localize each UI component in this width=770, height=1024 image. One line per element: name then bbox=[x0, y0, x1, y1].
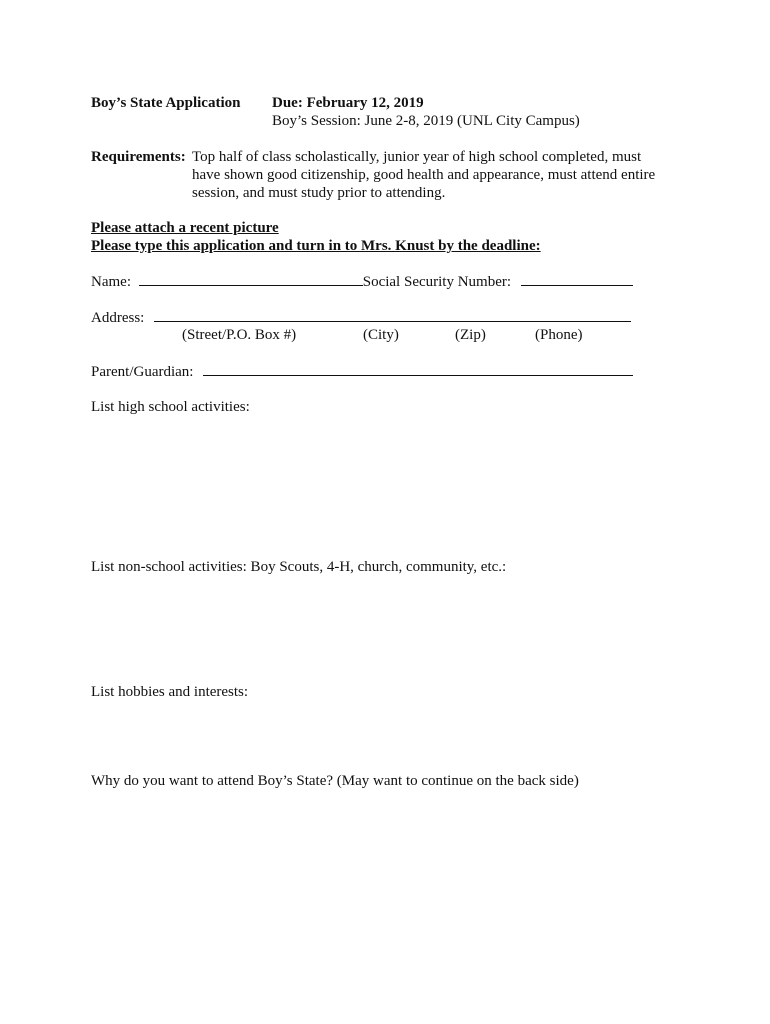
why-attend-prompt: Why do you want to attend Boy’s State? (May want to continue on the back side) bbox=[91, 773, 579, 789]
address-row bbox=[91, 308, 631, 327]
address-city-hint: (City) bbox=[363, 327, 399, 343]
address-zip-hint: (Zip) bbox=[455, 327, 486, 343]
school-activities-prompt: List high school activities: bbox=[91, 399, 250, 415]
session-dates: Boy’s Session: June 2-8, 2019 (UNL City Campus) bbox=[272, 113, 580, 129]
form-title: Boy’s State Application bbox=[91, 95, 241, 111]
requirements-label: Requirements: bbox=[91, 149, 186, 165]
name-label: Name: bbox=[91, 274, 131, 290]
attach-picture-instruction: Please attach a recent picture bbox=[91, 220, 279, 236]
ssn-field[interactable] bbox=[521, 272, 633, 286]
address-label: Address: bbox=[91, 310, 145, 326]
parent-field[interactable] bbox=[203, 362, 633, 376]
parent-label: Parent/Guardian: bbox=[91, 364, 194, 380]
parent-row bbox=[91, 362, 633, 381]
due-date: Due: February 12, 2019 bbox=[272, 95, 424, 111]
name-row bbox=[91, 272, 633, 291]
hobbies-prompt: List hobbies and interests: bbox=[91, 684, 249, 700]
address-street-hint: (Street/P.O. Box #) bbox=[182, 327, 297, 343]
name-field[interactable] bbox=[139, 272, 363, 286]
ssn-label: Social Security Number: bbox=[362, 274, 512, 290]
requirements-text: Top half of class scholastically, junior year of high school completed, must have shown good citizenship, good health and appearance, must attend entire session, and must study prior to attending. bbox=[192, 149, 656, 201]
non-school-activities-prompt: List non-school activities: Boy Scouts, 4-H, church, community, etc.: bbox=[91, 559, 507, 575]
address-field[interactable] bbox=[154, 308, 631, 322]
type-application-instruction: Please type this application and turn in to Mrs. Knust by the deadline: bbox=[91, 238, 541, 254]
address-phone-hint: (Phone) bbox=[535, 327, 583, 343]
